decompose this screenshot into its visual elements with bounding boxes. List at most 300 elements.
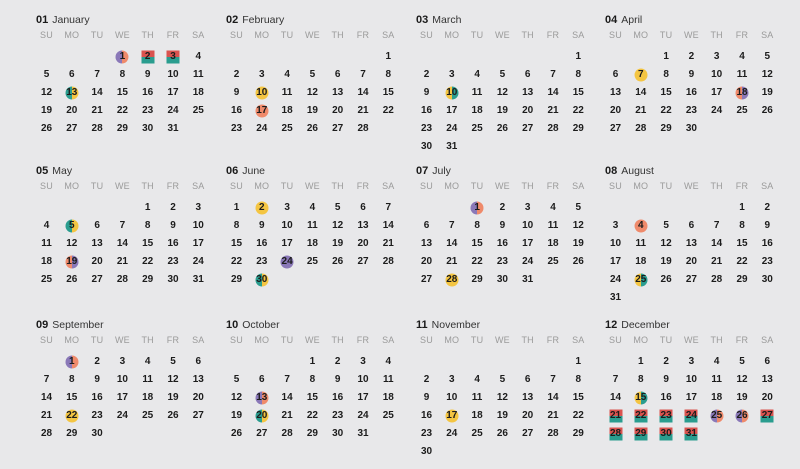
day-cell[interactable] [755, 48, 780, 66]
day-cell[interactable] [704, 407, 729, 425]
day-cell[interactable] [730, 253, 755, 271]
day-cell[interactable] [275, 371, 300, 389]
day-cell[interactable] [110, 371, 135, 389]
day-cell[interactable] [325, 235, 350, 253]
day-cell[interactable] [515, 253, 540, 271]
day-cell[interactable] [224, 102, 249, 120]
day-cell[interactable] [414, 407, 439, 425]
day-cell[interactable] [161, 217, 186, 235]
day-cell[interactable] [135, 84, 160, 102]
day-cell[interactable] [275, 407, 300, 425]
day-cell[interactable] [224, 389, 249, 407]
day-cell[interactable] [161, 84, 186, 102]
day-cell[interactable] [186, 407, 211, 425]
day-cell[interactable] [628, 353, 653, 371]
day-cell[interactable] [566, 425, 591, 443]
day-cell[interactable] [439, 66, 464, 84]
day-cell[interactable] [34, 217, 59, 235]
day-cell[interactable] [541, 407, 566, 425]
day-cell[interactable] [628, 371, 653, 389]
day-cell[interactable] [603, 425, 628, 443]
day-cell[interactable] [300, 66, 325, 84]
day-cell[interactable] [704, 271, 729, 289]
day-cell[interactable] [603, 253, 628, 271]
day-cell[interactable] [414, 102, 439, 120]
day-cell[interactable] [439, 407, 464, 425]
day-cell[interactable] [755, 371, 780, 389]
day-cell[interactable] [704, 66, 729, 84]
day-cell[interactable] [730, 66, 755, 84]
day-cell[interactable] [654, 102, 679, 120]
day-cell[interactable] [679, 217, 704, 235]
day-cell[interactable] [515, 102, 540, 120]
day-cell[interactable] [730, 389, 755, 407]
day-cell[interactable] [566, 120, 591, 138]
day-cell[interactable] [300, 199, 325, 217]
day-cell[interactable] [755, 353, 780, 371]
day-cell[interactable] [135, 235, 160, 253]
day-cell[interactable] [351, 371, 376, 389]
day-cell[interactable] [34, 407, 59, 425]
day-cell[interactable] [414, 271, 439, 289]
day-cell[interactable] [59, 353, 84, 371]
day-cell[interactable] [351, 353, 376, 371]
day-cell[interactable] [325, 84, 350, 102]
day-cell[interactable] [755, 235, 780, 253]
day-cell[interactable] [465, 371, 490, 389]
day-cell[interactable] [603, 371, 628, 389]
day-cell[interactable] [515, 407, 540, 425]
day-cell[interactable] [465, 425, 490, 443]
day-cell[interactable] [439, 84, 464, 102]
day-cell[interactable] [325, 217, 350, 235]
day-cell[interactable] [628, 102, 653, 120]
day-cell[interactable] [135, 407, 160, 425]
day-cell[interactable] [654, 271, 679, 289]
day-cell[interactable] [59, 271, 84, 289]
day-cell[interactable] [566, 235, 591, 253]
day-cell[interactable] [730, 84, 755, 102]
day-cell[interactable] [135, 120, 160, 138]
day-cell[interactable] [439, 102, 464, 120]
day-cell[interactable] [628, 84, 653, 102]
day-cell[interactable] [376, 371, 401, 389]
day-cell[interactable] [439, 217, 464, 235]
day-cell[interactable] [300, 253, 325, 271]
day-cell[interactable] [541, 425, 566, 443]
day-cell[interactable] [414, 66, 439, 84]
day-cell[interactable] [275, 199, 300, 217]
day-cell[interactable] [628, 253, 653, 271]
day-cell[interactable] [541, 199, 566, 217]
day-cell[interactable] [654, 84, 679, 102]
day-cell[interactable] [755, 271, 780, 289]
day-cell[interactable] [300, 371, 325, 389]
day-cell[interactable] [161, 120, 186, 138]
day-cell[interactable] [704, 102, 729, 120]
day-cell[interactable] [186, 102, 211, 120]
day-cell[interactable] [490, 217, 515, 235]
day-cell[interactable] [541, 235, 566, 253]
day-cell[interactable] [59, 253, 84, 271]
day-cell[interactable] [224, 425, 249, 443]
day-cell[interactable] [704, 253, 729, 271]
day-cell[interactable] [490, 407, 515, 425]
day-cell[interactable] [439, 138, 464, 156]
day-cell[interactable] [135, 48, 160, 66]
day-cell[interactable] [34, 66, 59, 84]
day-cell[interactable] [541, 389, 566, 407]
day-cell[interactable] [566, 407, 591, 425]
day-cell[interactable] [465, 102, 490, 120]
day-cell[interactable] [34, 389, 59, 407]
day-cell[interactable] [515, 271, 540, 289]
day-cell[interactable] [300, 84, 325, 102]
day-cell[interactable] [224, 253, 249, 271]
day-cell[interactable] [59, 84, 84, 102]
day-cell[interactable] [541, 253, 566, 271]
day-cell[interactable] [135, 66, 160, 84]
day-cell[interactable] [376, 217, 401, 235]
day-cell[interactable] [275, 235, 300, 253]
day-cell[interactable] [414, 371, 439, 389]
day-cell[interactable] [249, 66, 274, 84]
day-cell[interactable] [566, 371, 591, 389]
day-cell[interactable] [755, 66, 780, 84]
day-cell[interactable] [490, 271, 515, 289]
day-cell[interactable] [34, 253, 59, 271]
day-cell[interactable] [351, 66, 376, 84]
day-cell[interactable] [628, 120, 653, 138]
day-cell[interactable] [300, 217, 325, 235]
day-cell[interactable] [628, 425, 653, 443]
day-cell[interactable] [603, 389, 628, 407]
day-cell[interactable] [465, 66, 490, 84]
day-cell[interactable] [755, 389, 780, 407]
day-cell[interactable] [490, 199, 515, 217]
day-cell[interactable] [704, 235, 729, 253]
day-cell[interactable] [603, 271, 628, 289]
day-cell[interactable] [59, 407, 84, 425]
day-cell[interactable] [755, 253, 780, 271]
day-cell[interactable] [249, 425, 274, 443]
day-cell[interactable] [135, 389, 160, 407]
day-cell[interactable] [351, 84, 376, 102]
day-cell[interactable] [654, 217, 679, 235]
day-cell[interactable] [275, 120, 300, 138]
day-cell[interactable] [110, 407, 135, 425]
day-cell[interactable] [161, 199, 186, 217]
day-cell[interactable] [654, 389, 679, 407]
day-cell[interactable] [85, 120, 110, 138]
day-cell[interactable] [541, 120, 566, 138]
day-cell[interactable] [490, 425, 515, 443]
day-cell[interactable] [654, 253, 679, 271]
day-cell[interactable] [249, 253, 274, 271]
day-cell[interactable] [186, 66, 211, 84]
day-cell[interactable] [224, 120, 249, 138]
day-cell[interactable] [490, 371, 515, 389]
day-cell[interactable] [515, 120, 540, 138]
day-cell[interactable] [186, 271, 211, 289]
day-cell[interactable] [603, 407, 628, 425]
day-cell[interactable] [566, 217, 591, 235]
day-cell[interactable] [186, 84, 211, 102]
day-cell[interactable] [34, 84, 59, 102]
day-cell[interactable] [679, 102, 704, 120]
day-cell[interactable] [628, 235, 653, 253]
day-cell[interactable] [135, 271, 160, 289]
day-cell[interactable] [603, 217, 628, 235]
day-cell[interactable] [34, 271, 59, 289]
day-cell[interactable] [161, 66, 186, 84]
day-cell[interactable] [325, 407, 350, 425]
day-cell[interactable] [351, 120, 376, 138]
day-cell[interactable] [59, 371, 84, 389]
day-cell[interactable] [541, 217, 566, 235]
day-cell[interactable] [465, 389, 490, 407]
day-cell[interactable] [755, 217, 780, 235]
day-cell[interactable] [85, 102, 110, 120]
day-cell[interactable] [110, 102, 135, 120]
day-cell[interactable] [300, 407, 325, 425]
day-cell[interactable] [249, 235, 274, 253]
day-cell[interactable] [186, 253, 211, 271]
day-cell[interactable] [186, 199, 211, 217]
day-cell[interactable] [161, 371, 186, 389]
day-cell[interactable] [730, 235, 755, 253]
day-cell[interactable] [300, 353, 325, 371]
day-cell[interactable] [679, 271, 704, 289]
day-cell[interactable] [414, 443, 439, 461]
day-cell[interactable] [654, 48, 679, 66]
day-cell[interactable] [376, 102, 401, 120]
day-cell[interactable] [490, 235, 515, 253]
day-cell[interactable] [439, 253, 464, 271]
day-cell[interactable] [654, 120, 679, 138]
day-cell[interactable] [161, 389, 186, 407]
day-cell[interactable] [755, 407, 780, 425]
day-cell[interactable] [376, 66, 401, 84]
day-cell[interactable] [224, 84, 249, 102]
day-cell[interactable] [414, 235, 439, 253]
day-cell[interactable] [186, 48, 211, 66]
day-cell[interactable] [679, 253, 704, 271]
day-cell[interactable] [224, 66, 249, 84]
day-cell[interactable] [490, 66, 515, 84]
day-cell[interactable] [351, 389, 376, 407]
day-cell[interactable] [679, 353, 704, 371]
day-cell[interactable] [439, 425, 464, 443]
day-cell[interactable] [541, 84, 566, 102]
day-cell[interactable] [59, 66, 84, 84]
day-cell[interactable] [135, 371, 160, 389]
day-cell[interactable] [376, 253, 401, 271]
day-cell[interactable] [351, 253, 376, 271]
day-cell[interactable] [85, 353, 110, 371]
day-cell[interactable] [110, 235, 135, 253]
day-cell[interactable] [414, 217, 439, 235]
day-cell[interactable] [654, 407, 679, 425]
day-cell[interactable] [110, 353, 135, 371]
day-cell[interactable] [34, 235, 59, 253]
day-cell[interactable] [730, 407, 755, 425]
day-cell[interactable] [490, 102, 515, 120]
day-cell[interactable] [654, 235, 679, 253]
day-cell[interactable] [628, 271, 653, 289]
day-cell[interactable] [249, 84, 274, 102]
day-cell[interactable] [85, 371, 110, 389]
day-cell[interactable] [275, 84, 300, 102]
day-cell[interactable] [654, 353, 679, 371]
day-cell[interactable] [249, 371, 274, 389]
day-cell[interactable] [515, 199, 540, 217]
day-cell[interactable] [628, 407, 653, 425]
day-cell[interactable] [85, 235, 110, 253]
day-cell[interactable] [249, 271, 274, 289]
day-cell[interactable] [110, 84, 135, 102]
day-cell[interactable] [110, 389, 135, 407]
day-cell[interactable] [300, 235, 325, 253]
day-cell[interactable] [730, 48, 755, 66]
day-cell[interactable] [376, 407, 401, 425]
day-cell[interactable] [224, 217, 249, 235]
day-cell[interactable] [325, 66, 350, 84]
day-cell[interactable] [224, 371, 249, 389]
day-cell[interactable] [325, 389, 350, 407]
day-cell[interactable] [351, 425, 376, 443]
day-cell[interactable] [414, 425, 439, 443]
day-cell[interactable] [730, 371, 755, 389]
day-cell[interactable] [300, 389, 325, 407]
day-cell[interactable] [566, 48, 591, 66]
day-cell[interactable] [490, 253, 515, 271]
day-cell[interactable] [704, 389, 729, 407]
day-cell[interactable] [465, 120, 490, 138]
day-cell[interactable] [654, 66, 679, 84]
day-cell[interactable] [628, 389, 653, 407]
day-cell[interactable] [110, 48, 135, 66]
day-cell[interactable] [110, 66, 135, 84]
day-cell[interactable] [704, 48, 729, 66]
day-cell[interactable] [161, 102, 186, 120]
day-cell[interactable] [110, 271, 135, 289]
day-cell[interactable] [603, 120, 628, 138]
day-cell[interactable] [135, 253, 160, 271]
day-cell[interactable] [515, 425, 540, 443]
day-cell[interactable] [85, 271, 110, 289]
day-cell[interactable] [704, 353, 729, 371]
day-cell[interactable] [704, 84, 729, 102]
day-cell[interactable] [110, 120, 135, 138]
day-cell[interactable] [59, 120, 84, 138]
day-cell[interactable] [730, 217, 755, 235]
day-cell[interactable] [439, 271, 464, 289]
day-cell[interactable] [730, 199, 755, 217]
day-cell[interactable] [755, 102, 780, 120]
day-cell[interactable] [603, 84, 628, 102]
day-cell[interactable] [249, 120, 274, 138]
day-cell[interactable] [414, 253, 439, 271]
day-cell[interactable] [628, 217, 653, 235]
day-cell[interactable] [414, 138, 439, 156]
day-cell[interactable] [628, 66, 653, 84]
day-cell[interactable] [275, 389, 300, 407]
day-cell[interactable] [135, 217, 160, 235]
day-cell[interactable] [755, 84, 780, 102]
day-cell[interactable] [249, 199, 274, 217]
day-cell[interactable] [566, 353, 591, 371]
day-cell[interactable] [59, 425, 84, 443]
day-cell[interactable] [161, 271, 186, 289]
day-cell[interactable] [351, 102, 376, 120]
day-cell[interactable] [566, 102, 591, 120]
day-cell[interactable] [300, 120, 325, 138]
day-cell[interactable] [541, 102, 566, 120]
day-cell[interactable] [186, 235, 211, 253]
day-cell[interactable] [34, 102, 59, 120]
day-cell[interactable] [85, 84, 110, 102]
day-cell[interactable] [135, 102, 160, 120]
day-cell[interactable] [325, 253, 350, 271]
day-cell[interactable] [566, 253, 591, 271]
day-cell[interactable] [730, 271, 755, 289]
day-cell[interactable] [515, 217, 540, 235]
day-cell[interactable] [603, 66, 628, 84]
day-cell[interactable] [566, 66, 591, 84]
day-cell[interactable] [755, 199, 780, 217]
day-cell[interactable] [730, 102, 755, 120]
day-cell[interactable] [439, 389, 464, 407]
day-cell[interactable] [135, 199, 160, 217]
day-cell[interactable] [679, 407, 704, 425]
day-cell[interactable] [161, 407, 186, 425]
day-cell[interactable] [85, 66, 110, 84]
day-cell[interactable] [351, 199, 376, 217]
day-cell[interactable] [186, 371, 211, 389]
day-cell[interactable] [603, 289, 628, 307]
day-cell[interactable] [465, 235, 490, 253]
day-cell[interactable] [490, 84, 515, 102]
day-cell[interactable] [376, 199, 401, 217]
day-cell[interactable] [249, 217, 274, 235]
day-cell[interactable] [275, 66, 300, 84]
day-cell[interactable] [186, 353, 211, 371]
day-cell[interactable] [376, 48, 401, 66]
day-cell[interactable] [325, 102, 350, 120]
day-cell[interactable] [110, 253, 135, 271]
day-cell[interactable] [654, 371, 679, 389]
day-cell[interactable] [439, 120, 464, 138]
day-cell[interactable] [376, 389, 401, 407]
day-cell[interactable] [439, 235, 464, 253]
day-cell[interactable] [566, 199, 591, 217]
day-cell[interactable] [249, 102, 274, 120]
day-cell[interactable] [300, 102, 325, 120]
day-cell[interactable] [679, 66, 704, 84]
day-cell[interactable] [376, 235, 401, 253]
day-cell[interactable] [490, 389, 515, 407]
day-cell[interactable] [34, 425, 59, 443]
day-cell[interactable] [465, 199, 490, 217]
day-cell[interactable] [85, 425, 110, 443]
day-cell[interactable] [704, 371, 729, 389]
day-cell[interactable] [465, 407, 490, 425]
day-cell[interactable] [34, 371, 59, 389]
day-cell[interactable] [275, 425, 300, 443]
day-cell[interactable] [224, 199, 249, 217]
day-cell[interactable] [465, 217, 490, 235]
